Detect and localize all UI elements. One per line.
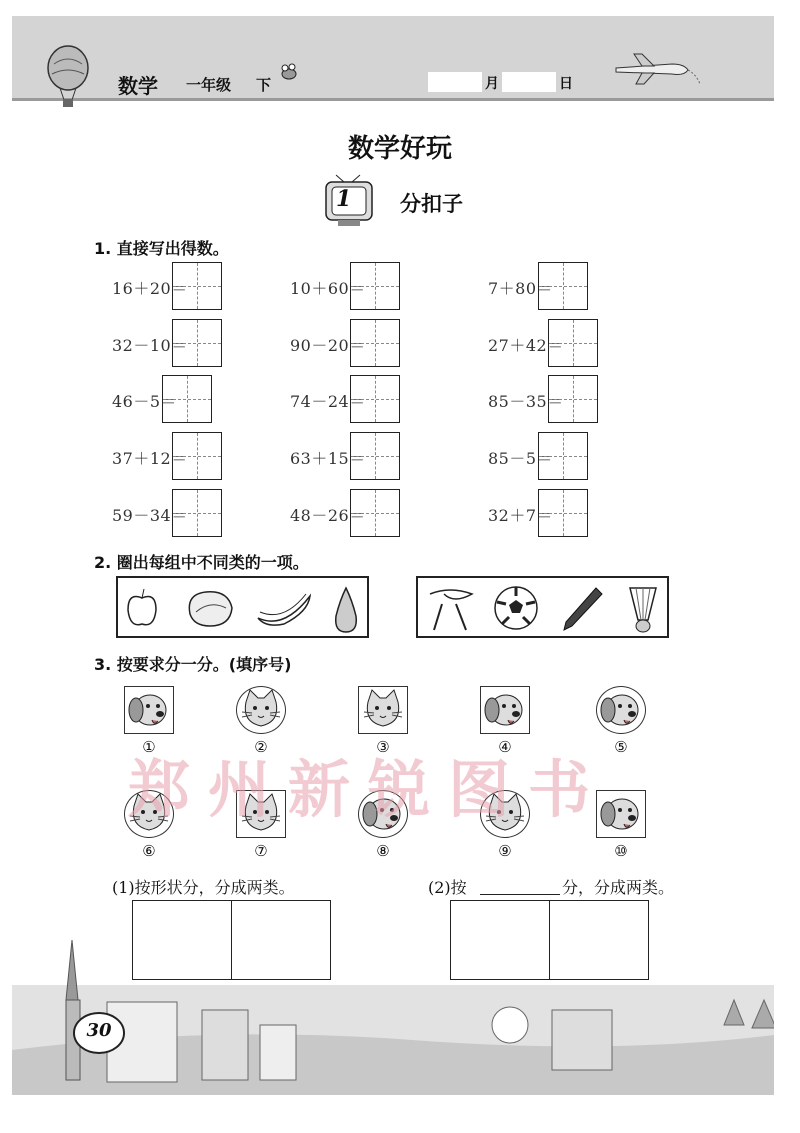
item-number: ⑥ xyxy=(142,842,156,860)
hot-air-balloon-icon xyxy=(44,44,92,112)
equation-label: 27＋42＝ xyxy=(488,336,564,355)
bee-icon xyxy=(278,62,300,82)
item-number: ⑩ xyxy=(614,842,628,860)
volume-label: 下 xyxy=(256,76,272,94)
shuttlecock-icon[interactable] xyxy=(622,582,664,634)
cat-square-picture[interactable] xyxy=(358,686,408,734)
cat-face-icon xyxy=(360,688,406,732)
day-field[interactable] xyxy=(502,72,556,92)
apple-icon[interactable] xyxy=(124,586,160,630)
answer-grid[interactable] xyxy=(548,319,598,367)
part-1-prompt: (1)按形状分，分成两类。 xyxy=(112,878,295,897)
pen-icon[interactable] xyxy=(558,584,604,634)
city-skyline-illustration xyxy=(12,930,774,1095)
item-number: ⑤ xyxy=(614,738,628,756)
dog-circle-picture[interactable] xyxy=(596,686,646,734)
equation-label: 10＋60＝ xyxy=(290,279,366,298)
item-number: ④ xyxy=(498,738,512,756)
item-number: ⑦ xyxy=(254,842,268,860)
item-number: ⑨ xyxy=(498,842,512,860)
soccer-ball-icon[interactable] xyxy=(492,584,540,632)
dog-square-picture[interactable] xyxy=(480,686,530,734)
dog-square-picture[interactable] xyxy=(124,686,174,734)
food-group-box xyxy=(116,576,369,638)
answer-grid[interactable] xyxy=(538,432,588,480)
equation-label: 16＋20＝ xyxy=(112,279,188,298)
item-number: ⑧ xyxy=(376,842,390,860)
cat-circle-picture[interactable] xyxy=(236,686,286,734)
cabbage-icon[interactable] xyxy=(182,584,238,632)
cat-face-icon xyxy=(238,688,284,732)
answer-grid[interactable] xyxy=(350,489,400,537)
equation-label: 32＋7＝ xyxy=(488,506,554,525)
answer-grid[interactable] xyxy=(172,489,222,537)
equation-label: 46－5＝ xyxy=(112,392,178,411)
answer-grid[interactable] xyxy=(350,375,400,423)
day-label: 日 xyxy=(559,76,573,92)
equation-label: 37＋12＝ xyxy=(112,449,188,468)
dog-face-icon xyxy=(598,688,644,732)
airplane-icon xyxy=(612,50,702,90)
answer-grid[interactable] xyxy=(350,432,400,480)
part-2-prompt-prefix: (2)按 xyxy=(428,878,467,897)
answer-grid[interactable] xyxy=(538,489,588,537)
answer-grid[interactable] xyxy=(172,262,222,310)
part-2-blank[interactable] xyxy=(480,894,560,895)
item-number: ③ xyxy=(376,738,390,756)
answer-grid[interactable] xyxy=(350,319,400,367)
answer-grid[interactable] xyxy=(538,262,588,310)
watermark: 郑州新锐图书 xyxy=(128,753,609,826)
banana-icon[interactable] xyxy=(254,588,314,632)
equation-label: 48－26＝ xyxy=(290,506,366,525)
item-number: ② xyxy=(254,738,268,756)
month-field[interactable] xyxy=(428,72,482,92)
equation-label: 7＋80＝ xyxy=(488,279,554,298)
question-2-label: 2. 圈出每组中不同类的一项。 xyxy=(94,553,309,572)
answer-grid[interactable] xyxy=(172,432,222,480)
jump-rope-icon[interactable] xyxy=(424,584,478,634)
dog-face-icon xyxy=(126,688,172,732)
equation-label: 90－20＝ xyxy=(290,336,366,355)
lesson-name: 分扣子 xyxy=(400,192,463,216)
answer-grid[interactable] xyxy=(548,375,598,423)
grade-label: 一年级 xyxy=(186,76,232,94)
item-number: ① xyxy=(142,738,156,756)
subject-label: 数学 xyxy=(118,74,158,98)
pear-icon[interactable] xyxy=(330,582,362,634)
equation-label: 59－34＝ xyxy=(112,506,188,525)
equation-label: 85－5＝ xyxy=(488,449,554,468)
answer-grid[interactable] xyxy=(172,319,222,367)
equation-label: 63＋15＝ xyxy=(290,449,366,468)
sports-group-box xyxy=(416,576,669,638)
question-3-label: 3. 按要求分一分。(填序号) xyxy=(94,655,292,674)
question-1-label: 1. 直接写出得数。 xyxy=(94,239,229,258)
equation-label: 74－24＝ xyxy=(290,392,366,411)
equation-label: 32－10＝ xyxy=(112,336,188,355)
lesson-number: 1 xyxy=(336,186,352,212)
equation-label: 85－35＝ xyxy=(488,392,564,411)
part-2-prompt-suffix: 分，分成两类。 xyxy=(562,878,675,897)
dog-face-icon xyxy=(482,688,528,732)
answer-grid[interactable] xyxy=(350,262,400,310)
page-number: 30 xyxy=(86,1020,112,1041)
month-label: 月 xyxy=(485,76,499,92)
page-title: 数学好玩 xyxy=(347,134,452,164)
answer-grid[interactable] xyxy=(162,375,212,423)
